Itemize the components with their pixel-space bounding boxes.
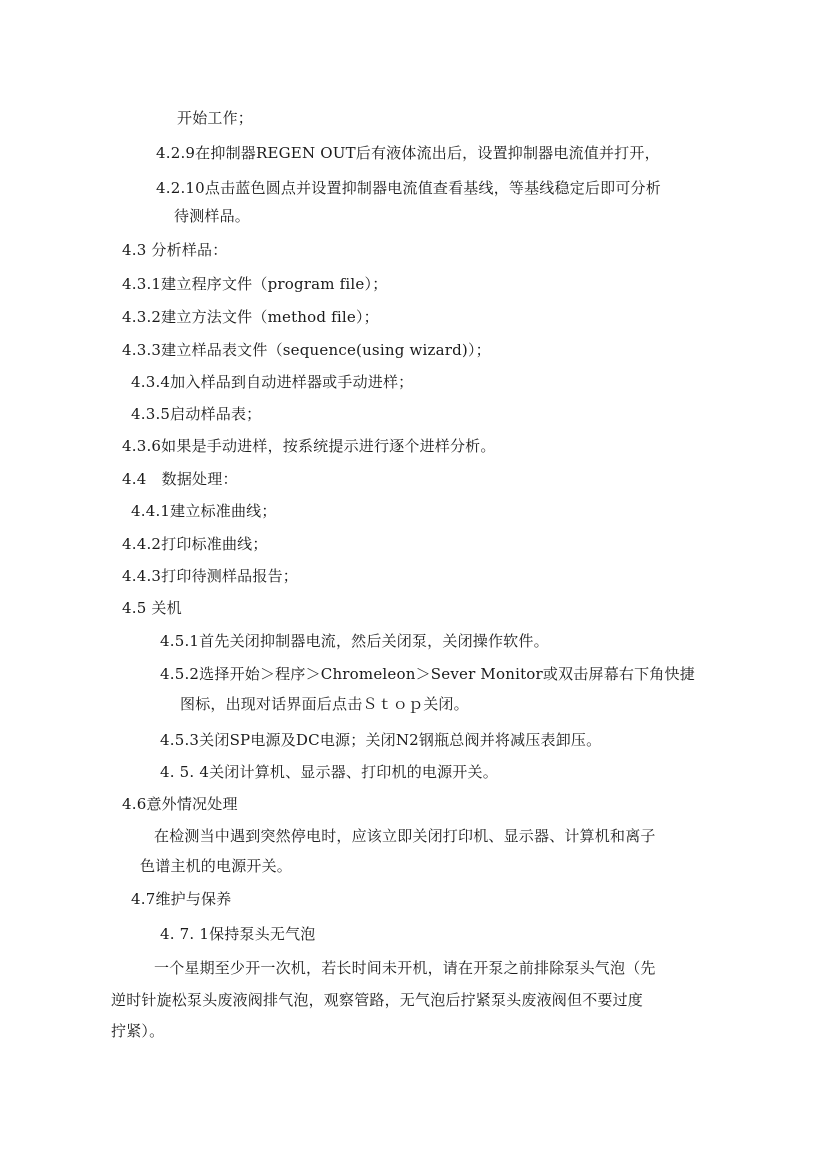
text-line: 4.4.2打印标准曲线；	[122, 535, 268, 553]
text-line: 4.3.6如果是手动进样，按系统提示进行逐个进样分析。	[122, 437, 496, 455]
text-line: 色谱主机的电源开关。	[140, 857, 293, 875]
text-line: 4.5.2选择开始＞程序＞Chromeleon＞Sever Monitor或双击屏幕右下角快捷	[160, 665, 695, 683]
text-line: 拧紧）。	[111, 1022, 165, 1040]
text-line: 开始工作；	[177, 109, 254, 127]
section-heading: 4.7维护与保养	[131, 890, 232, 908]
text-line: 4.4.1建立标准曲线；	[131, 502, 277, 520]
text-line: 4.5.1首先关闭抑制器电流，然后关闭泵，关闭操作软件。	[160, 632, 549, 650]
text-line: 待测样品。	[174, 207, 251, 225]
text-line: 在检测当中遇到突然停电时，应该立即关闭打印机、显示器、计算机和离子	[154, 827, 656, 845]
section-heading: 4.3 分析样品：	[122, 241, 228, 259]
text-line: 4.2.9在抑制器REGEN OUT后有液体流出后，设置抑制器电流值并打开，	[156, 144, 660, 162]
section-heading: 4.5 关机	[122, 599, 182, 617]
text-line: 一个星期至少开一次机，若长时间未开机，请在开泵之前排除泵头气泡（先	[154, 959, 656, 977]
text-line: 4.3.2建立方法文件（method file）；	[122, 308, 379, 326]
text-line: 图标，出现对话界面后点击Ｓｔｏｐ关闭。	[180, 695, 469, 713]
text-line: 4.3.5启动样品表；	[131, 405, 262, 423]
text-line: 4. 5. 4关闭计算机、显示器、打印机的电源开关。	[160, 763, 498, 781]
text-line: 4.3.3建立样品表文件（sequence(using wizard)）；	[122, 341, 491, 359]
text-line: 4. 7. 1保持泵头无气泡	[160, 925, 316, 943]
text-line: 4.4.3打印待测样品报告；	[122, 567, 298, 585]
text-line: 逆时针旋松泵头废液阀排气泡，观察管路，无气泡后拧紧泵头废液阀但不要过度	[111, 991, 644, 1009]
text-line: 4.3.4加入样品到自动进样器或手动进样；	[131, 373, 414, 391]
section-heading: 4.4 数据处理：	[122, 470, 238, 488]
section-heading: 4.6意外情况处理	[122, 795, 238, 813]
text-line: 4.5.3关闭SP电源及DC电源；关闭N2钢瓶总阀并将减压表卸压。	[160, 731, 602, 749]
text-line: 4.2.10点击蓝色圆点并设置抑制器电流值查看基线，等基线稳定后即可分析	[156, 179, 661, 197]
text-line: 4.3.1建立程序文件（program file）；	[122, 275, 388, 293]
